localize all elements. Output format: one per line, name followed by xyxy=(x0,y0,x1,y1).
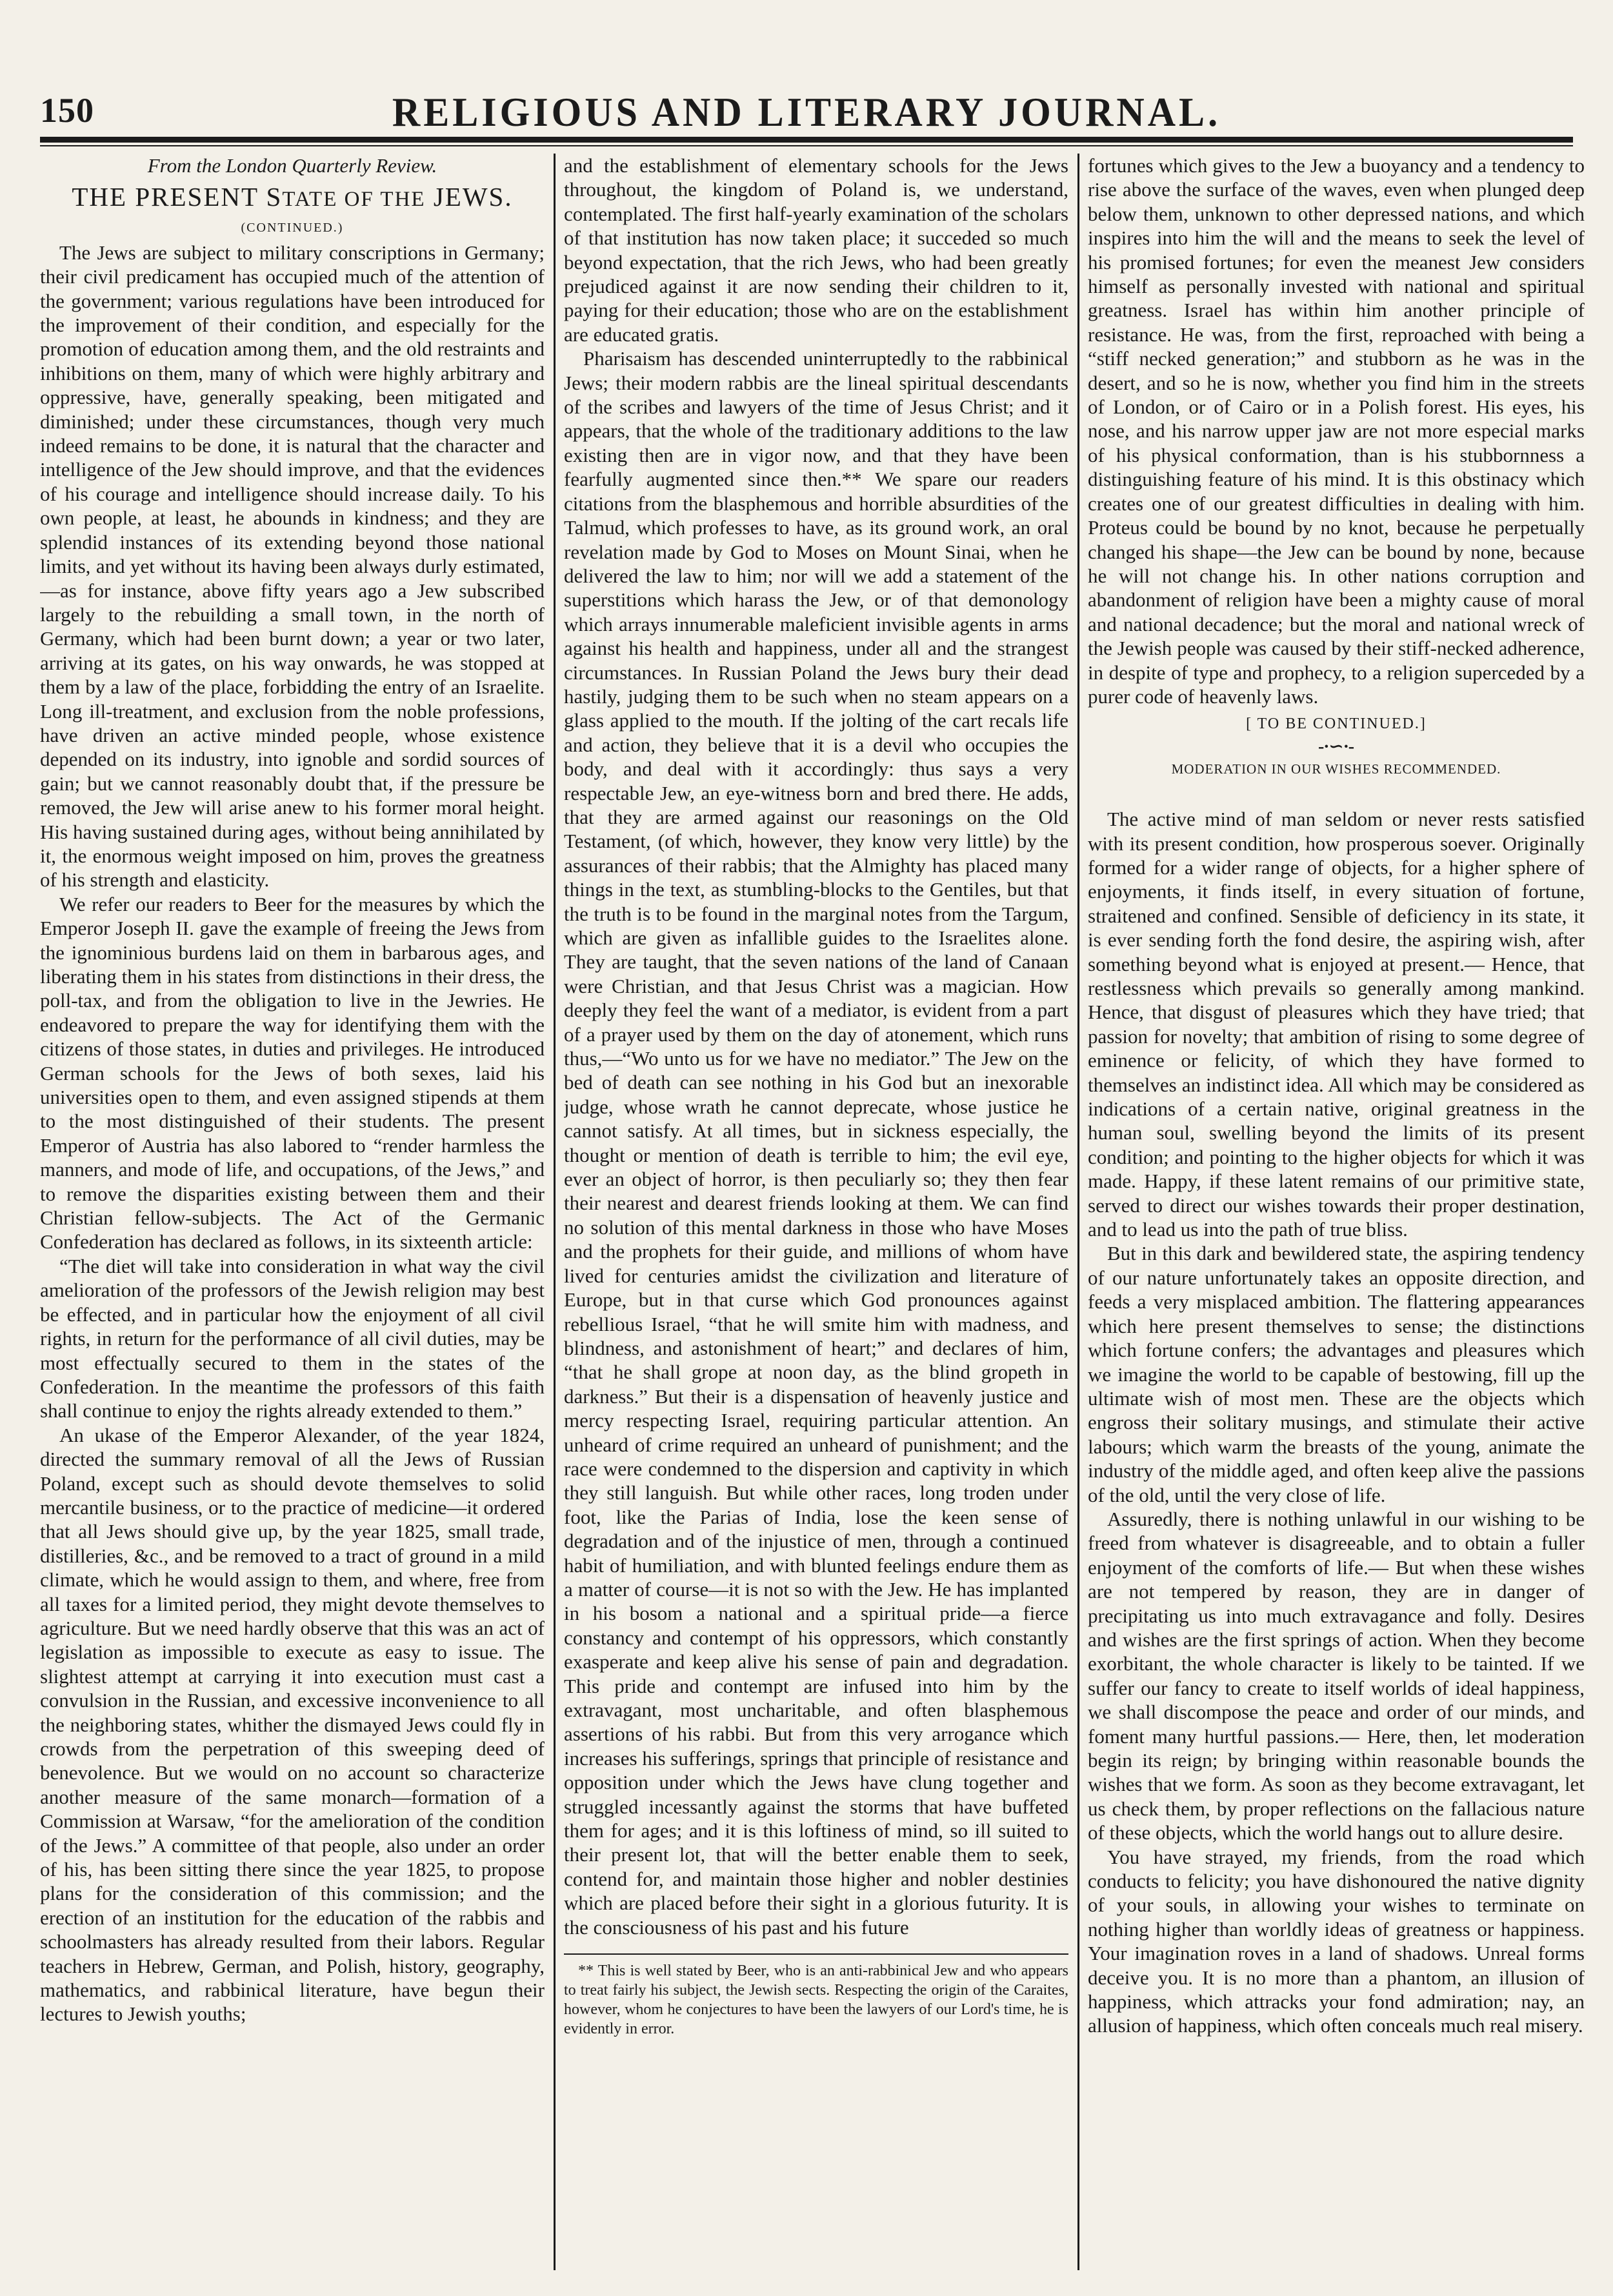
paragraph: Pharisaism has descended uninterruptedly to the rabbinical Jews; their modern rabbis are the lineal spiritual descendants of the scribes and lawyers of the time of Jesus Christ; and it appears, that the whole of the traditionary additions to the law existing then are in vigor now, and that they have been fearfully augmented since then.** We spare our readers citations from the blasphemous and horrible absurdities of the Talmud, which professes to have, as its ground work, an oral revelation made by God to Moses on Mount Sinai, when he delivered the law to him; nor will we add a statement of the superstitions which harass the Jew, or of that demonology which arrays innumerable maleficient invisible agents in arms against his health and happiness, under all and the strangest circumstances. In Russian Poland the Jews bury their dead hastily, judging them to be such when no steam appears on a glass applied to the mouth. If the jolting of the cart recals life and action, they believe that it is a devil who occupies the body, and deal with it accordingly: thus says a very respectable Jew, an eye-witness born and bred there. He adds, that they are armed against our reasonings on the Old Testament, (of which, however, they know very little) by the assurances of their rabbis; that the Almighty has placed many things in the text, as stumbling-blocks to the Gentiles, but that the truth is to be found in the marginal notes from the Targum, which are given as infallible guides to the Israelites alone. They are taught, that the seven nations of the land of Canaan were Christian, and that Jesus Christ was a magician. How deeply they feel the want of a mediator, is evident from a part of a prayer used by them on the day of atonement, which runs thus,—“Wo unto us for we have no mediator.” The Jew on the bed of death can see nothing in his God but an inexorable judge, whose wrath he cannot deprecate, whose justice he cannot satisfy. At all times, but in sickness especially, the thought or mention of death is terrible to him; the evil eye, ever an object of horror, is then peculiarly so; they then fear their nearest and dearest friends looking at them. We can find no solution of this mental darkness in those who have Moses and the prophets for their guide, and millions of whom have lived for centuries amidst the civilization and literature of Europe, but in that curse which God pronounces against rebellious Israel, “that he will smite him with madness, and blindness, and astonishment of heart;” and declares of him, “that he shall grope at noon day, as the blind gropeth in darkness.” But their is a dispensation of heavenly justice and mercy respecting Israel, requiring particular attention. An unheard of crime required an unheard of punishment; and the race were condemned to the dispersion and captivity in which they still languish. But while other races, long troden under foot, like the Parias of India, lose the keen sense of degradation and of the injustice of men, through a continued habit of humiliation, and with blunted feelings endure them as a matter of course—it is not so with the Jew. He has implanted in his bosom a national and a spiritual pride—a fierce constancy and contempt of his oppressors, which constantly exasperate and keep alive his sense of pain and degradation. This pride and contempt are infused into him by the extravagant, most uncharitable, and often blasphemous assertions of his rabbi. But from this very arrogance which increases his sufferings, springs that principle of resistance and opposition under which the Jews have clung together and struggled incessantly against the storms that have buffeted them for ages; and it is this loftiness of mind, so ill suited to their present lot, that will the better enable them to seek, contend for, and maintain those higher and nobler destinies which are placed before their sight in a glorious futurity. It is the consciousness of his past and his future xyxy=(564,347,1068,1939)
paragraph: fortunes which gives to the Jew a buoyancy and a tendency to rise above the surface of the waves, even when plunged deep below them, unknown to other depressed nations, and which inspires into him the will and the means to seek the level of his promised fortunes; for even the meanest Jew considers himself as personally invested with national and spiritual greatness. Israel has within him another principle of resistance. He was, from the first, reproached with being a “stiff necked generation;” and stubborn as he was in the desert, and so he is now, whether you find him in the streets of London, or of Cairo or in a Polish forest. His eyes, his nose, and his narrow upper jaw are not more especial marks of his physical conformation, than is his stubbornness a distinguishing feature of his mind. It is this obstinacy which creates one of our greatest difficulties in dealing with him. Proteus could be bound by no knot, because he perpetually changed his shape—the Jew can be bound by none, because he will not change his. In other nations corruption and abandonment of religion have been a mighty cause of moral and national decadence; but the moral and national wreck of the Jewish people was caused by their stiff-necked adherence, in despite of type and prophecy, to a religion superceded by a purer code of heavenly laws. xyxy=(1088,154,1585,708)
source-line: From the London Quarterly Review. xyxy=(147,154,437,177)
column-divider-1 xyxy=(554,154,556,2270)
header-rule-thick xyxy=(40,137,1573,143)
page-number: 150 xyxy=(40,91,94,130)
paragraph: An ukase of the Emperor Alexander, of the year 1824, directed the summary removal of all the Jews of Russian Poland, except such as should devote themselves to solid mercantile business, or to the practice of medicine—it ordered that all Jews should give up, by the year 1825, small trade, distilleries, &c., and be removed to a tract of ground in a mild climate, which he would assign to them, and where, free from all taxes for a limited period, they might devote themselves to agriculture. But we need hardly observe that this was an act of legislation as impossible to execute as easy to issue. The slightest attempt at carrying it into execution must cast a convulsion in the Russian, and excessive inconvenience to all the neighboring states, whither the dismayed Jews could fly in crowds from the perpetration of this sweeping deed of benevolence. But we would on no account so characterize another measure of the same monarch—formation of a Commission at Warsaw, “for the amelioration of the condition of the Jews.” A committee of that people, also under an order of his, has been sitting there since the year 1825, to propose plans for the consideration of this commission; and the erection of an institution for the education of the rabbis and schoolmasters has already resulted from their labors. Regular teachers in Hebrew, German, and Polish, history, geography, mathematics, and rabbinical literature, have begun their lectures to Jewish youths; xyxy=(40,1423,545,2026)
article-title-small: TATE OF THE xyxy=(282,188,426,212)
paragraph: You have strayed, my friends, from the road which conducts to felicity; you have dishonoured the native dignity of your souls, in allowing your wishes to terminate on nothing higher than worldly ideas of greatness or happiness. Your imagination roves in a land of shadows. Unreal forms deceive you. It is no more than a phantom, an illusion of happiness, which attracks your fond admiration; nay, an allusion of happiness, which often conceals much real misery. xyxy=(1088,1845,1585,2037)
paragraph: The Jews are subject to military conscriptions in Germany; their civil predicament has occupied much of the attention of the government; various regulations have been introduced for the improvement of their condition, and especially for the promotion of education among them, and the old restraints and inhibitions on them, many of which were highly arbitrary and oppressive, have, generally speaking, been mitigated and diminished; under these circumstances, though very much indeed remains to be done, it is natural that the character and intelligence of the Jew should improve, and that the evidences of his courage and intelligence should increase daily. To his own people, at least, he abounds in kindness; and they are splendid instances of its extending beyond those national limits, and yet without its having been always durly estimated,—as for instance, above fifty years ago a Jew subscribed largely to the rebuilding a small town, in the north of Germany, which had been burnt down; a year or two later, arriving at its gates, on his way onwards, he was stopped at them by a law of the place, forbidding the entry of an Israelite. Long ill-treatment, and exclusion from the noble professions, have driven an active minded people, whose existence depended on its industry, into ignoble and sordid sources of gain; but we cannot reasonably doubt that, if the pressure be removed, the Jew will arise anew to his former moral height. His having sustained during ages, without being annihilated by it, the enormous weight imposed on him, proves the greatness of his strength and elasticity. xyxy=(40,241,545,892)
continued-label: (CONTINUED.) xyxy=(241,221,344,235)
paragraph: The active mind of man seldom or never rests satisfied with its present condition, how prosperous soever. Originally formed for a wider range of objects, for a higher sphere of enjoyments, it finds itself, in every situation of fortune, straitened and confined. Sensible of deficiency in its state, it is ever sending forth the fond desire, the aspiring wish, after something beyond what is enjoyed at present.— Hence, that restlessness which prevails so generally among mankind. Hence, that disgust of pleasures which they have tried; that passion for novelty; that ambition of rising to some degree of eminence or felicity, of which they have formed to themselves an indistinct idea. All which may be considered as indications of a certain native, original greatness in the human soul, swelling beyond the limits of its present condition; and pointing to the higher objects for which it was made. Happy, if these latent remains of our primitive state, served to direct our wishes towards their proper destination, and to lead us into the path of true bliss. xyxy=(1088,808,1585,1241)
footnote: ** This is well stated by Beer, who is an anti-rabbinical Jew and who appears to treat fairly his subject, the Jewish sects. Respecting the origin of the Caraites, however, whom he conjectures to have been the lawyers of our Lord's time, he is evidently in error. xyxy=(564,1962,1068,2038)
quotation-paragraph: “The diet will take into consideration in what way the civil amelioration of the professors of the Jewish religion may best be effected, and in particular how the enjoyment of all civil rights, in return for the performance of all civil duties, may be most effectually secured to them in the states of the Confederation. In the meantime the professors of this faith shall continue to enjoy the rights already extended to them.” xyxy=(40,1254,545,1423)
paragraph: and the establishment of elementary schools for the Jews throughout, the kingdom of Poland is, we understand, contemplated. The first half-yearly examination of the scholars of that institution has now taken place; it succeded so much beyond expectation, that the rich Jews, who had been greatly prejudiced against it are now sending their children to it, paying for their education; those who are on the establishment are educated gratis. xyxy=(564,154,1068,346)
paragraph: We refer our readers to Beer for the measures by which the Emperor Joseph II. gave the example of freeing the Jews from the ignominious burdens laid on them in barbarous ages, and liberating them in his states from distinctions in their dress, the poll-tax, and from the obligation to live in the Jewries. He endeavored to prepare the way for identifying them with the citizens of those states, in duties and privileges. He introduced German schools for the Jews of both sexes, laid his universities open to them, and even assigned stipends at them to the most distinguished of their students. The present Emperor of Austria has also labored to “render harmless the manners, and mode of life, and occupations, of the Jews,” and to remove the disparities existing between them and their Christian fellow-subjects. The Act of the Germanic Confederation has declared as follows, in its sixteenth article: xyxy=(40,892,545,1253)
column-2 xyxy=(564,154,1068,2270)
column-divider-2 xyxy=(1077,154,1079,2270)
section-ornament: -∙∽∙- xyxy=(1317,736,1355,757)
article-title-part2: JEWS. xyxy=(425,182,513,212)
column-1 xyxy=(40,154,545,2270)
page-header xyxy=(40,89,1573,135)
journal-title: RELIGIOUS AND LITERARY JOURNAL. xyxy=(392,89,1221,135)
paragraph: But in this dark and bewildered state, the aspiring tendency of our nature unfortunately takes an opposite direction, and feeds a very misplaced ambition. The flattering appearances which here present themselves to sense; the distinctions which fortune confers; the advantages and pleasures which we imagine the world to be capable of bestowing, fill up the ultimate wish of most men. These are the objects which engross their solitary musings, and stimulate their active labours; which warm the breasts of the young, animate the industry of the middle aged, and often keep alive the passions of the old, until the very close of life. xyxy=(1088,1242,1585,1506)
footnote-rule xyxy=(564,1953,1068,1955)
article-title xyxy=(40,181,545,215)
paragraph: Assuredly, there is nothing unlawful in our wishing to be freed from whatever is disagreeable, and to obtain a fuller enjoyment of the comforts of life.— But when these wishes are not tempered by reason, they are in danger of precipitating us into much extravagance and folly. Desires and wishes are the first springs of action. When they become exorbitant, the whole character is likely to be tainted. If we suffer our fancy to create to itself worlds of ideal happiness, we shall discompose the peace and order of our minds, and foment many hurtful passions.— Here, then, let moderation begin its reign; by bringing within reasonable bounds the wishes that we form. As soon as they become extravagant, let us check them, by proper reflections on the fallacious nature of these objects, which the world hangs out to allure desire. xyxy=(1088,1507,1585,1844)
column-3 xyxy=(1088,154,1585,2270)
article-title-2: MODERATION IN OUR WISHES RECOMMENDED. xyxy=(1171,761,1501,777)
header-rule-thin xyxy=(40,145,1573,146)
article-title-part1: THE PRESENT S xyxy=(72,182,283,212)
to-be-continued: [ TO BE CONTINUED.] xyxy=(1246,715,1427,733)
